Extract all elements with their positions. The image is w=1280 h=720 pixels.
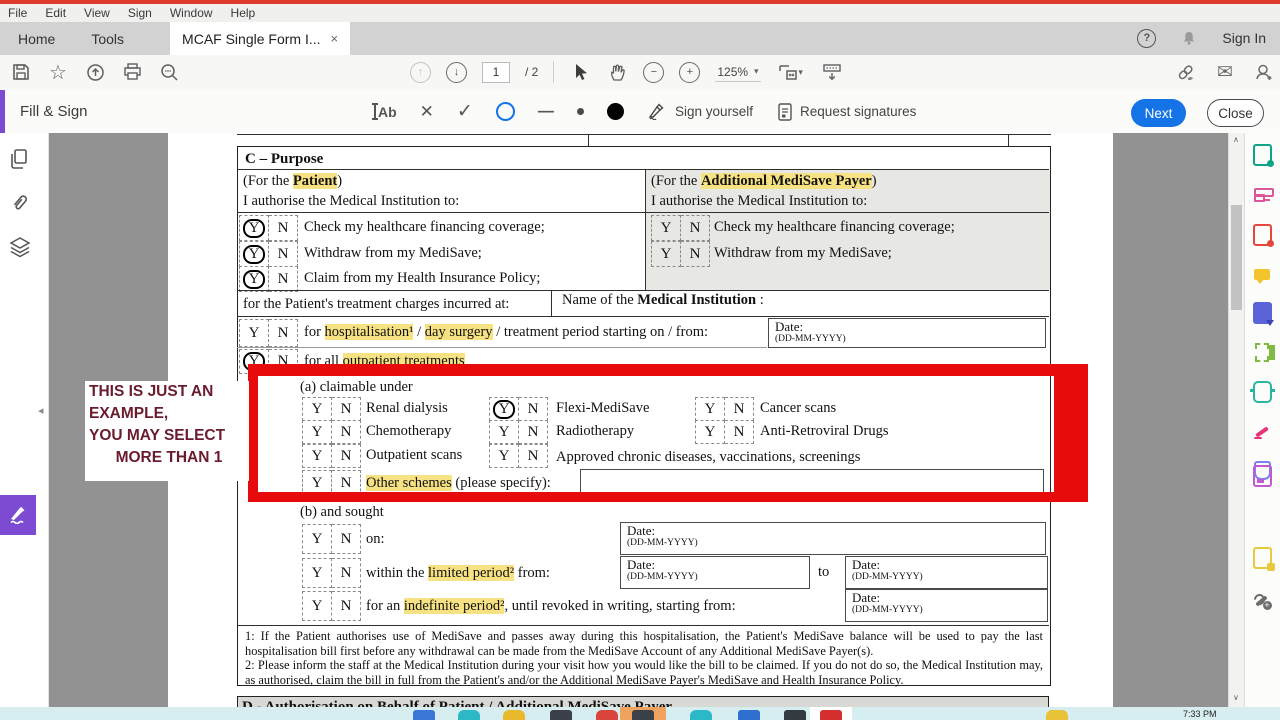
fill-and-sign-toolbar	[0, 90, 1280, 134]
date-field-on[interactable]	[620, 522, 1046, 555]
yn-radiotherapy[interactable]	[489, 420, 548, 442]
fill-sign-tools	[374, 90, 624, 133]
email-icon[interactable]: ✉	[1217, 61, 1233, 83]
yes-cell[interactable]: Y	[302, 524, 332, 554]
grid-line	[237, 316, 1049, 317]
page-thumbnails-icon[interactable]	[9, 148, 31, 170]
yes-cell[interactable]: Y	[302, 470, 332, 496]
text: , until revoked in writing, starting from:	[504, 598, 736, 614]
no-cell[interactable]: N	[269, 319, 298, 347]
yes-cell[interactable]: Y	[695, 420, 725, 444]
hospitalisation-label	[304, 324, 708, 341]
line-mark-tool[interactable]: —	[537, 102, 554, 120]
search-icon[interactable]	[158, 61, 180, 83]
text: :	[756, 292, 764, 308]
menu-window[interactable]: Window	[169, 6, 213, 20]
no-cell[interactable]: N	[332, 470, 361, 496]
date-format: (DD-MM-YYYY)	[852, 605, 923, 615]
yn-outpatient-scans[interactable]	[302, 444, 361, 466]
zoom-out-icon[interactable]: −	[643, 62, 664, 83]
toolbar-divider	[553, 61, 554, 83]
yn-flexi-medisave[interactable]	[489, 397, 548, 419]
text: for all	[304, 353, 343, 369]
pen-nib-icon	[648, 103, 668, 120]
row-label: Flexi-MediSave	[556, 400, 650, 416]
taskbar-app-icon[interactable]	[690, 710, 712, 720]
color-picker-tool[interactable]	[607, 103, 624, 120]
next-button[interactable]: Next	[1131, 99, 1186, 127]
highlighter-pen-tool[interactable]	[1244, 414, 1280, 450]
yn-approved-chronic[interactable]	[489, 444, 548, 466]
fill-sign-actions	[648, 90, 916, 133]
menu-view[interactable]: View	[84, 6, 110, 20]
no-cell[interactable]: N	[332, 558, 361, 588]
date-format: (DD-MM-YYYY)	[627, 538, 698, 548]
edit-pdf-tool[interactable]	[1244, 177, 1280, 213]
circled-yes-mark: Y	[243, 270, 266, 289]
organize-pages-tool[interactable]	[1244, 334, 1280, 370]
other-schemes-label	[366, 475, 551, 492]
chevron-down-icon: ▾	[798, 66, 803, 77]
taskbar-app-icon[interactable]	[1046, 710, 1068, 720]
taskbar-app-icon[interactable]	[550, 710, 572, 720]
edit-pdf-icon	[1254, 188, 1270, 202]
yes-cell[interactable]	[239, 266, 269, 292]
yes-cell[interactable]: Y	[302, 558, 332, 588]
note-line: EXAMPLE,	[89, 405, 169, 422]
taskbar-app-icon[interactable]	[738, 710, 760, 720]
zoom-level-dropdown[interactable]	[715, 63, 760, 82]
yn-outpatient-treatments[interactable]	[239, 349, 298, 372]
taskbar-active-app-highlight[interactable]	[620, 707, 666, 720]
menu-edit[interactable]: Edit	[45, 6, 67, 20]
no-cell[interactable]: N	[332, 444, 361, 468]
yn-anti-retroviral[interactable]	[695, 420, 754, 442]
no-cell[interactable]: N	[269, 215, 298, 241]
close-button[interactable]: Close	[1207, 99, 1264, 127]
grid-line	[551, 290, 552, 316]
date-format: (DD-MM-YYYY)	[627, 572, 698, 582]
yes-cell[interactable]: Y	[489, 444, 519, 468]
copy-pages-icon	[1253, 547, 1272, 569]
yn-hospitalisation[interactable]	[239, 319, 298, 345]
to-label: to	[818, 564, 830, 580]
taskbar-app-icon[interactable]	[820, 710, 842, 720]
grid-line	[237, 212, 1049, 213]
add-text-label: Ab	[378, 103, 397, 120]
export-pdf-icon	[1253, 144, 1272, 166]
row-label: Check my healthcare financing coverage;	[304, 219, 545, 235]
no-cell[interactable]: N	[725, 420, 754, 444]
yn-cancer-scans[interactable]	[695, 397, 754, 419]
help-icon[interactable]: ?	[1137, 29, 1156, 48]
charges-label: for the Patient's treatment charges incurred at:	[243, 296, 510, 312]
windows-taskbar	[0, 707, 1280, 720]
organize-pages-icon	[1255, 343, 1269, 362]
date-field-hospitalisation[interactable]	[768, 318, 1046, 348]
fill-sign-accent-bar	[0, 90, 5, 133]
scroll-down-icon[interactable]: ∨	[1233, 693, 1239, 702]
page-up-icon[interactable]: ↑	[410, 62, 431, 83]
scroll-up-icon[interactable]: ∧	[1233, 135, 1239, 144]
titlebar-right-cluster	[1137, 27, 1266, 49]
date-field-limited-from[interactable]	[620, 556, 810, 589]
notifications-bell-icon[interactable]	[1178, 27, 1200, 49]
cross-mark-tool[interactable]: ✕	[419, 101, 434, 121]
no-cell[interactable]: N	[519, 420, 548, 444]
vertical-scrollbar[interactable]	[1228, 133, 1245, 707]
select-tool-icon[interactable]	[569, 61, 591, 83]
menu-file[interactable]: File	[8, 6, 28, 20]
text: )	[337, 173, 343, 189]
yes-cell[interactable]: Y	[302, 444, 332, 468]
sign-yourself-label: Sign yourself	[675, 104, 754, 119]
patient-intro-line2: I authorise the Medical Institution to:	[243, 193, 460, 209]
chevron-down-icon: ▾	[754, 66, 759, 76]
tab-tools-label: Tools	[91, 30, 125, 47]
tab-tools[interactable]	[73, 22, 142, 55]
yn-patient-check-coverage[interactable]	[239, 215, 298, 239]
copy-pages-tool[interactable]	[1244, 540, 1280, 576]
check-mark-tool[interactable]: ✓	[456, 101, 473, 122]
no-cell[interactable]: N	[681, 241, 710, 267]
indefinite-period-label	[366, 598, 736, 615]
yn-indefinite-period[interactable]	[302, 591, 361, 619]
scrollbar-thumb[interactable]	[1231, 205, 1242, 310]
circled-yes-mark: Y	[243, 352, 266, 371]
fill-sign-pen-icon	[8, 506, 28, 524]
print-icon[interactable]	[121, 61, 143, 83]
payer-intro-line1	[651, 173, 877, 190]
highlighted-term: Patient	[292, 173, 338, 189]
no-cell[interactable]: N	[681, 215, 710, 241]
circled-yes-mark: Y	[243, 219, 266, 238]
comment-tool[interactable]	[1244, 256, 1280, 292]
yn-patient-claim-insurance[interactable]	[239, 266, 298, 290]
taskbar-app-icon[interactable]	[458, 710, 480, 720]
compress-pdf-tool[interactable]	[1244, 374, 1280, 410]
highlighted-term: hospitalisation¹	[324, 324, 414, 340]
fit-width-dropdown-icon[interactable]	[776, 61, 806, 83]
row-label: Withdraw from my MediSave;	[714, 245, 892, 261]
highlighted-term: limited period²	[428, 565, 515, 581]
page-down-icon[interactable]: ↓	[446, 62, 467, 83]
circle-mark-tool[interactable]	[496, 102, 515, 121]
date-field-limited-to[interactable]	[845, 556, 1048, 589]
row-label: Renal dialysis	[366, 400, 448, 416]
yn-renal-dialysis[interactable]	[302, 397, 361, 419]
comment-bubble-icon	[1254, 269, 1270, 280]
page-number-input[interactable]: 1	[482, 62, 510, 83]
add-user-icon[interactable]	[1253, 61, 1275, 83]
row-label: Approved chronic diseases, vaccinations, screenings	[556, 449, 861, 465]
prepare-form-icon	[1253, 465, 1272, 487]
footnote-2: 2: Please inform the staff at the Medical Institution during your visit how you would like the bill to be claimed. If you do not do so, the Medical Institution may, as authorised, claim the bill in full from the Patient's and/or the Additional MediSave Payer's MediSave and Health Insurance Policy.	[245, 658, 1043, 688]
date-label: Date:	[627, 523, 656, 538]
row-label: Claim from my Health Insurance Policy;	[304, 270, 541, 286]
request-signatures-button[interactable]	[777, 103, 916, 121]
row-label: Withdraw from my MediSave;	[304, 245, 482, 261]
create-pdf-tool[interactable]	[1244, 217, 1280, 253]
wrench-plus-icon: +	[1254, 592, 1271, 609]
yes-cell[interactable]: Y	[651, 241, 681, 267]
toolbar-left-group	[10, 55, 180, 89]
highlighter-pen-icon	[1254, 424, 1270, 440]
save-icon[interactable]	[10, 61, 32, 83]
no-cell[interactable]: N	[332, 420, 361, 444]
add-text-tool[interactable]	[374, 103, 397, 120]
no-cell[interactable]: N	[332, 591, 361, 621]
no-cell[interactable]: N	[519, 397, 548, 421]
other-schemes-input[interactable]	[580, 469, 1044, 497]
circled-yes-mark: Y	[243, 245, 266, 264]
note-line: MORE THAN 1	[115, 449, 223, 466]
grid-line	[1008, 134, 1009, 146]
footnote-1: 1: If the Patient authorises use of MediSave and passes away during this hospitalisation, the Patient's MediSave balance will be used to pay the last hospitalisation bill first before any withdrawal can be made from the MediSave Account of any Additional MediSave Payer(s).	[245, 629, 1043, 659]
highlighted-term: day surgery	[424, 324, 493, 340]
outpatient-label	[304, 353, 465, 370]
menu-bar	[0, 4, 1280, 22]
compress-pdf-icon	[1253, 381, 1272, 403]
share-link-icon[interactable]	[1175, 61, 1197, 83]
yn-payer-withdraw-medisave[interactable]	[651, 241, 710, 265]
yes-cell[interactable]	[489, 397, 519, 421]
yn-chemotherapy[interactable]	[302, 420, 361, 442]
no-cell[interactable]: N	[269, 266, 298, 292]
grid-line	[588, 134, 589, 146]
note-line: YOU MAY SELECT	[89, 427, 226, 444]
collapse-pane-icon[interactable]: ◂	[38, 405, 44, 417]
star-favorite-icon[interactable]: ☆	[49, 61, 67, 84]
yes-cell[interactable]: Y	[302, 591, 332, 621]
note-line: THIS IS JUST AN	[89, 383, 214, 400]
grid-line	[237, 347, 767, 348]
taskbar-app-icon[interactable]	[784, 710, 806, 720]
highlighted-term: Other schemes	[366, 475, 452, 491]
tab-bar	[0, 22, 1280, 55]
sign-yourself-button[interactable]	[648, 103, 753, 120]
yes-cell[interactable]: Y	[489, 420, 519, 444]
share-upload-icon[interactable]	[84, 61, 106, 83]
claimable-title: (a) claimable under	[300, 379, 413, 395]
institution-name-label	[562, 292, 764, 309]
text: for an	[366, 598, 404, 614]
taskbar-app-icon[interactable]	[596, 710, 618, 720]
no-cell[interactable]: N	[332, 397, 361, 421]
text: within the	[366, 565, 429, 581]
highlighted-term: Additional MediSave Payer	[700, 173, 872, 189]
text: / treatment period starting on / from:	[492, 324, 708, 340]
date-format: (DD-MM-YYYY)	[852, 572, 923, 582]
section-c-title: C – Purpose	[245, 151, 324, 167]
toolbar-center-group	[410, 55, 843, 89]
prepare-form-tool[interactable]	[1244, 458, 1280, 494]
text: /	[413, 324, 425, 340]
toolbar-right-group	[1175, 55, 1275, 89]
more-tools-button[interactable]	[1244, 582, 1280, 618]
page-count-label: / 2	[525, 65, 539, 79]
circled-yes-mark: Y	[493, 400, 516, 419]
text: (please specify):	[451, 475, 551, 491]
yes-cell[interactable]: Y	[239, 319, 269, 347]
date-field-indefinite-from[interactable]	[845, 589, 1048, 622]
no-cell[interactable]: N	[725, 397, 754, 421]
yes-cell[interactable]: Y	[695, 397, 725, 421]
tab-home[interactable]	[0, 22, 73, 55]
grid-line	[237, 134, 1051, 135]
grid-line	[237, 290, 1049, 291]
row-label: on:	[366, 531, 385, 547]
no-cell[interactable]: N	[269, 349, 298, 374]
attachments-paperclip-icon[interactable]	[9, 192, 31, 214]
bold-term: Medical Institution	[637, 292, 757, 308]
fill-sign-title: Fill & Sign	[20, 103, 88, 120]
date-format: (DD-MM-YYYY)	[775, 334, 846, 344]
yes-cell[interactable]	[239, 349, 269, 374]
fill-sign-tool-active[interactable]	[0, 495, 36, 535]
row-label: Check my healthcare financing coverage;	[714, 219, 955, 235]
menu-help[interactable]: Help	[230, 6, 256, 20]
no-cell[interactable]: N	[519, 444, 548, 468]
payer-intro-line2: I authorise the Medical Institution to:	[651, 193, 868, 209]
row-label: Outpatient scans	[366, 447, 463, 463]
sought-title: (b) and sought	[300, 504, 384, 520]
sign-in-button[interactable]: Sign In	[1222, 30, 1266, 46]
text: )	[871, 173, 877, 189]
zoom-in-icon[interactable]: +	[679, 62, 700, 83]
yes-cell[interactable]: Y	[302, 397, 332, 421]
tab-home-label: Home	[18, 30, 56, 47]
signature-document-icon	[777, 103, 793, 121]
hand-tool-icon[interactable]	[606, 61, 628, 83]
patient-intro-line1	[243, 173, 342, 190]
no-cell[interactable]: N	[269, 241, 298, 267]
highlighted-term: outpatient treatments	[342, 353, 465, 369]
menu-sign[interactable]: Sign	[127, 6, 152, 20]
yn-limited-period[interactable]	[302, 558, 361, 586]
yes-cell[interactable]: Y	[651, 215, 681, 241]
taskbar-app-icon[interactable]	[632, 710, 654, 720]
taskbar-app-icon[interactable]	[503, 710, 525, 720]
text-cursor-icon	[374, 103, 376, 120]
yn-sought-on[interactable]	[302, 524, 361, 552]
text: (For the	[651, 173, 701, 189]
yes-cell[interactable]: Y	[302, 420, 332, 444]
highlighted-term: indefinite period²	[403, 598, 505, 614]
date-label: Date:	[775, 319, 804, 334]
yn-patient-withdraw-medisave[interactable]	[239, 241, 298, 265]
example-note	[85, 381, 249, 481]
hide-toolbar-icon[interactable]	[821, 61, 843, 83]
taskbar-app-icon[interactable]	[413, 710, 435, 720]
yn-other-schemes[interactable]	[302, 470, 361, 494]
row-label: Cancer scans	[760, 400, 837, 416]
left-navigation-pane	[0, 133, 49, 707]
taskbar-clock[interactable]: 7:33 PM	[1183, 709, 1217, 719]
tab-document-label: MCAF Single Form I...	[182, 30, 321, 47]
date-label: Date:	[627, 557, 656, 572]
yes-cell[interactable]	[239, 215, 269, 241]
close-tab-icon[interactable]: ×	[330, 31, 339, 46]
row-label: Radiotherapy	[556, 423, 635, 439]
text: for	[304, 324, 325, 340]
tab-document[interactable]	[170, 22, 350, 55]
date-label: Date:	[852, 590, 881, 605]
text: Name of the	[562, 292, 638, 308]
yn-payer-check-coverage[interactable]	[651, 215, 710, 239]
row-label: Chemotherapy	[366, 423, 452, 439]
row-label: Anti-Retroviral Drugs	[760, 423, 889, 439]
layers-icon[interactable]	[9, 236, 31, 258]
combine-files-icon	[1253, 302, 1272, 324]
export-pdf-tool[interactable]	[1244, 137, 1280, 173]
text: from:	[514, 565, 550, 581]
date-label: Date:	[852, 557, 881, 572]
no-cell[interactable]: N	[332, 524, 361, 554]
yes-cell[interactable]	[239, 241, 269, 267]
combine-files-tool[interactable]	[1244, 295, 1280, 331]
dot-mark-tool[interactable]	[577, 108, 584, 115]
request-signatures-label: Request signatures	[800, 104, 917, 119]
limited-period-label	[366, 565, 550, 582]
create-pdf-icon	[1253, 224, 1272, 246]
zoom-level-value: 125%	[717, 64, 749, 79]
taskbar-active-app-highlight[interactable]	[810, 707, 852, 720]
text: (For the	[243, 173, 293, 189]
